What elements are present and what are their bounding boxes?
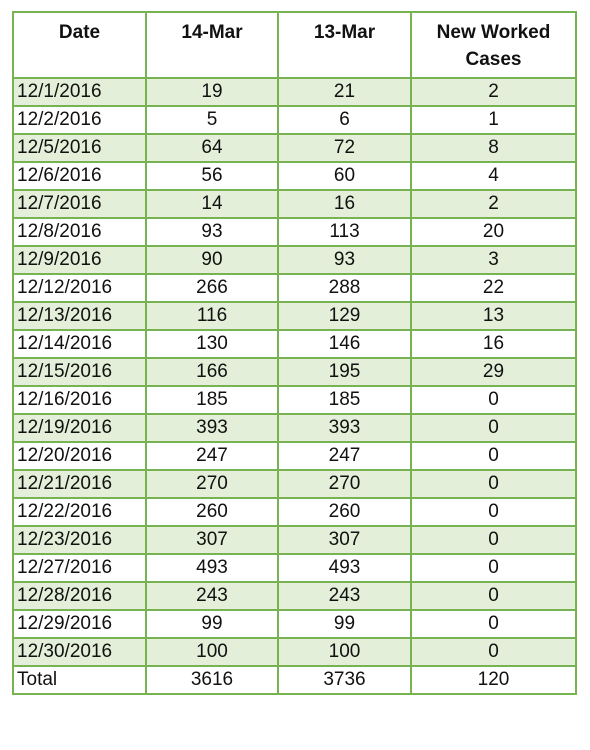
cell-14-mar: 56	[146, 162, 278, 190]
cell-date: 12/16/2016	[13, 386, 146, 414]
cell-new-worked-cases: 3	[411, 246, 576, 274]
cell-date: 12/13/2016	[13, 302, 146, 330]
cell-13-mar: 93	[278, 246, 411, 274]
header-date: Date	[13, 12, 146, 78]
cell-14-mar: 266	[146, 274, 278, 302]
cell-date: 12/28/2016	[13, 582, 146, 610]
total-14-mar: 3616	[146, 666, 278, 694]
table-row	[13, 470, 576, 498]
table-body	[13, 78, 576, 666]
table-row	[13, 330, 576, 358]
total-row	[13, 666, 576, 694]
table-row	[13, 638, 576, 666]
cell-new-worked-cases: 20	[411, 218, 576, 246]
cell-new-worked-cases: 16	[411, 330, 576, 358]
table-row	[13, 274, 576, 302]
cell-13-mar: 247	[278, 442, 411, 470]
cell-13-mar: 288	[278, 274, 411, 302]
table-row	[13, 218, 576, 246]
cell-date: 12/6/2016	[13, 162, 146, 190]
cell-13-mar: 243	[278, 582, 411, 610]
cell-new-worked-cases: 0	[411, 470, 576, 498]
cell-13-mar: 100	[278, 638, 411, 666]
cell-14-mar: 99	[146, 610, 278, 638]
table-row	[13, 610, 576, 638]
cell-new-worked-cases: 4	[411, 162, 576, 190]
worked-cases-table	[12, 11, 577, 695]
cell-14-mar: 93	[146, 218, 278, 246]
table-row	[13, 526, 576, 554]
cell-14-mar: 247	[146, 442, 278, 470]
cell-date: 12/9/2016	[13, 246, 146, 274]
cell-13-mar: 260	[278, 498, 411, 526]
cell-new-worked-cases: 8	[411, 134, 576, 162]
cell-13-mar: 16	[278, 190, 411, 218]
cell-date: 12/20/2016	[13, 442, 146, 470]
header-new-worked-cases: New Worked Cases	[411, 12, 576, 78]
cell-date: 12/30/2016	[13, 638, 146, 666]
table-row	[13, 162, 576, 190]
table-row	[13, 78, 576, 106]
cell-date: 12/29/2016	[13, 610, 146, 638]
table-row	[13, 190, 576, 218]
cell-date: 12/2/2016	[13, 106, 146, 134]
cell-new-worked-cases: 0	[411, 610, 576, 638]
cell-13-mar: 185	[278, 386, 411, 414]
cell-date: 12/15/2016	[13, 358, 146, 386]
cell-14-mar: 19	[146, 78, 278, 106]
cell-13-mar: 113	[278, 218, 411, 246]
cell-new-worked-cases: 0	[411, 386, 576, 414]
cell-14-mar: 90	[146, 246, 278, 274]
cell-date: 12/19/2016	[13, 414, 146, 442]
table-row	[13, 498, 576, 526]
header-row	[13, 12, 576, 78]
cell-date: 12/8/2016	[13, 218, 146, 246]
cell-14-mar: 14	[146, 190, 278, 218]
total-13-mar: 3736	[278, 666, 411, 694]
cell-new-worked-cases: 0	[411, 442, 576, 470]
cell-14-mar: 100	[146, 638, 278, 666]
cell-new-worked-cases: 2	[411, 78, 576, 106]
cell-new-worked-cases: 1	[411, 106, 576, 134]
cell-date: 12/21/2016	[13, 470, 146, 498]
cell-14-mar: 307	[146, 526, 278, 554]
cell-14-mar: 393	[146, 414, 278, 442]
cell-13-mar: 21	[278, 78, 411, 106]
total-new-worked-cases: 120	[411, 666, 576, 694]
cell-new-worked-cases: 0	[411, 414, 576, 442]
cell-new-worked-cases: 0	[411, 498, 576, 526]
cell-new-worked-cases: 0	[411, 526, 576, 554]
cell-date: 12/27/2016	[13, 554, 146, 582]
cell-14-mar: 270	[146, 470, 278, 498]
cell-new-worked-cases: 0	[411, 582, 576, 610]
cell-new-worked-cases: 13	[411, 302, 576, 330]
cell-14-mar: 260	[146, 498, 278, 526]
cell-13-mar: 270	[278, 470, 411, 498]
cell-13-mar: 393	[278, 414, 411, 442]
cell-new-worked-cases: 29	[411, 358, 576, 386]
cell-new-worked-cases: 0	[411, 554, 576, 582]
cell-date: 12/7/2016	[13, 190, 146, 218]
cell-14-mar: 185	[146, 386, 278, 414]
cell-new-worked-cases: 22	[411, 274, 576, 302]
cell-date: 12/12/2016	[13, 274, 146, 302]
table-row	[13, 358, 576, 386]
table-row	[13, 246, 576, 274]
table-row	[13, 442, 576, 470]
table-row	[13, 106, 576, 134]
cell-14-mar: 130	[146, 330, 278, 358]
table-container	[12, 11, 575, 695]
header-13-mar: 13-Mar	[278, 12, 411, 78]
table-row	[13, 386, 576, 414]
cell-date: 12/14/2016	[13, 330, 146, 358]
cell-date: 12/1/2016	[13, 78, 146, 106]
table-row	[13, 582, 576, 610]
cell-new-worked-cases: 0	[411, 638, 576, 666]
cell-14-mar: 243	[146, 582, 278, 610]
cell-13-mar: 307	[278, 526, 411, 554]
cell-14-mar: 493	[146, 554, 278, 582]
cell-14-mar: 166	[146, 358, 278, 386]
table-row	[13, 414, 576, 442]
table-row	[13, 302, 576, 330]
table-row	[13, 134, 576, 162]
cell-date: 12/5/2016	[13, 134, 146, 162]
cell-14-mar: 5	[146, 106, 278, 134]
total-label: Total	[13, 666, 146, 694]
cell-13-mar: 129	[278, 302, 411, 330]
cell-13-mar: 99	[278, 610, 411, 638]
cell-14-mar: 64	[146, 134, 278, 162]
cell-date: 12/23/2016	[13, 526, 146, 554]
cell-13-mar: 6	[278, 106, 411, 134]
cell-13-mar: 72	[278, 134, 411, 162]
cell-13-mar: 146	[278, 330, 411, 358]
table-row	[13, 554, 576, 582]
cell-date: 12/22/2016	[13, 498, 146, 526]
cell-13-mar: 60	[278, 162, 411, 190]
cell-14-mar: 116	[146, 302, 278, 330]
cell-13-mar: 195	[278, 358, 411, 386]
header-14-mar: 14-Mar	[146, 12, 278, 78]
cell-13-mar: 493	[278, 554, 411, 582]
cell-new-worked-cases: 2	[411, 190, 576, 218]
